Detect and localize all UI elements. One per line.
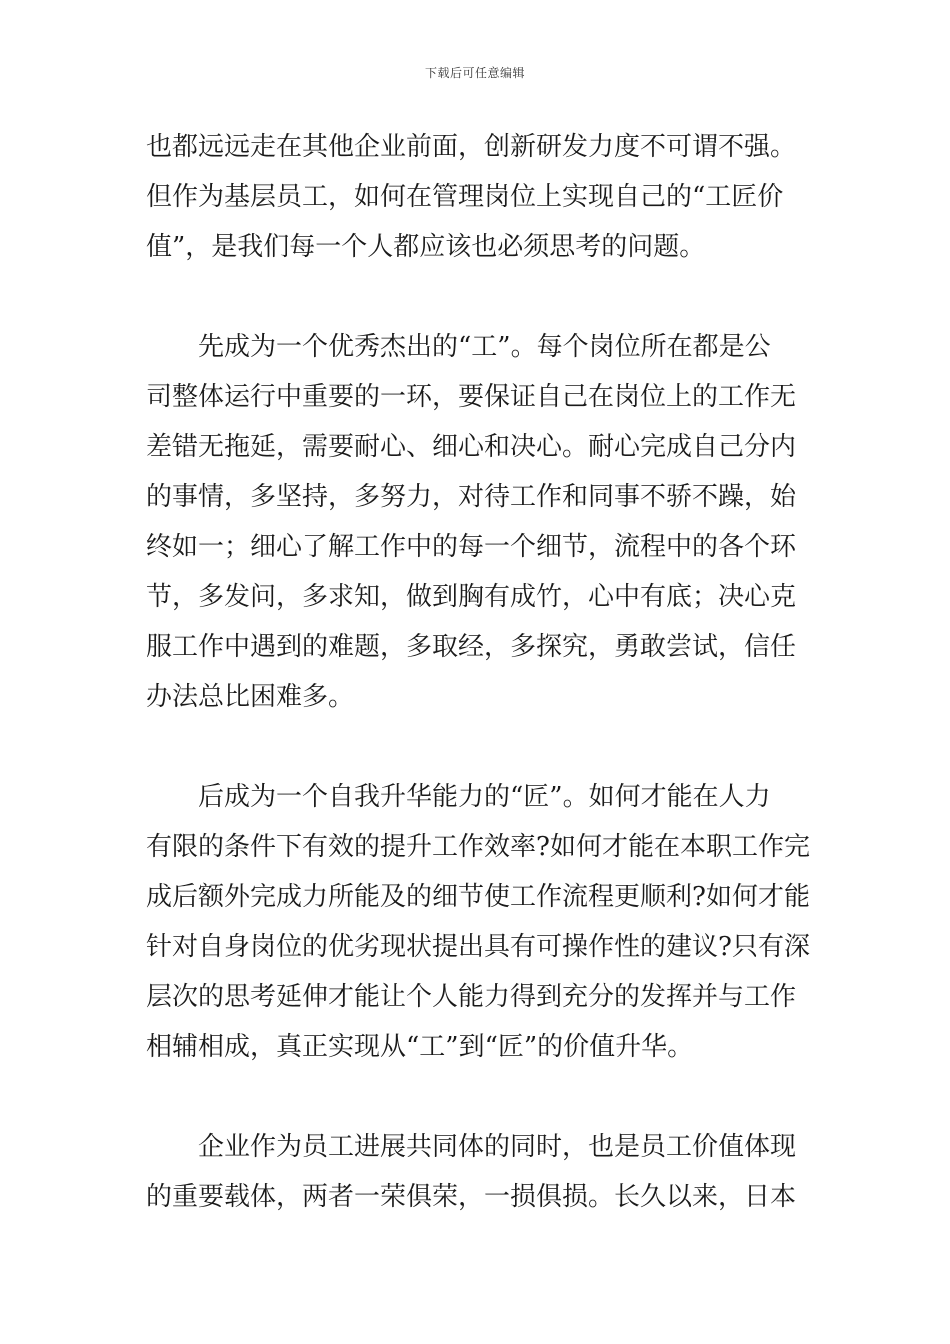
text-line: 也都远远走在其他企业前面，创新研发力度不可谓不强。: [146, 132, 797, 162]
paragraph-gong: [146, 322, 808, 722]
text-line: 值”，是我们每一个人都应该也必须思考的问题。: [146, 232, 706, 262]
text-line: 先成为一个优秀杰出的“工”。每个岗位所在都是公: [198, 332, 771, 362]
text-line: 司整体运行中重要的一环，要保证自己在岗位上的工作无: [146, 382, 797, 412]
text-line: 成后额外完成力所能及的细节使工作流程更顺利?如何才能: [146, 882, 810, 912]
text-line: 企业作为员工进展共同体的同时，也是员工价值体现: [198, 1132, 797, 1162]
text-line: 的事情，多坚持，多努力，对待工作和同事不骄不躁，始: [146, 482, 797, 512]
page-header: 下载后可任意编辑: [424, 66, 525, 80]
text-line: 服工作中遇到的难题，多取经，多探究，勇敢尝试，信任: [146, 632, 797, 662]
paragraph-gap: [146, 1072, 808, 1122]
paragraph-jiang: [146, 772, 808, 1072]
paragraph-continued: [146, 122, 808, 272]
text-line: 后成为一个自我升华能力的“匠”。如何才能在人力: [198, 782, 771, 812]
text-line: 层次的思考延伸才能让个人能力得到充分的发挥并与工作: [146, 982, 797, 1012]
text-line: 但作为基层员工，如何在管理岗位上实现自己的“工匠价: [146, 182, 784, 212]
text-line: 节，多发问，多求知，做到胸有成竹，心中有底；决心克: [146, 582, 797, 612]
text-line: 差错无拖延，需要耐心、细心和决心。耐心完成自己分内: [146, 432, 797, 462]
paragraph-enterprise: [146, 1122, 808, 1222]
paragraph-gap: [146, 272, 808, 322]
text-line: 终如一；细心了解工作中的每一个细节，流程中的各个环: [146, 532, 797, 562]
text-line: 相辅相成，真正实现从“工”到“匠”的价值升华。: [146, 1032, 694, 1062]
text-line: 的重要载体，两者一荣俱荣，一损俱损。长久以来，日本: [146, 1182, 797, 1212]
text-line: 针对自身岗位的优劣现状提出具有可操作性的建议?只有深: [146, 932, 810, 962]
text-line: 有限的条件下有效的提升工作效率?如何才能在本职工作完: [146, 832, 810, 862]
text-line: 办法总比困难多。: [146, 682, 355, 712]
paragraph-gap: [146, 722, 808, 772]
document-body: [146, 122, 808, 1222]
